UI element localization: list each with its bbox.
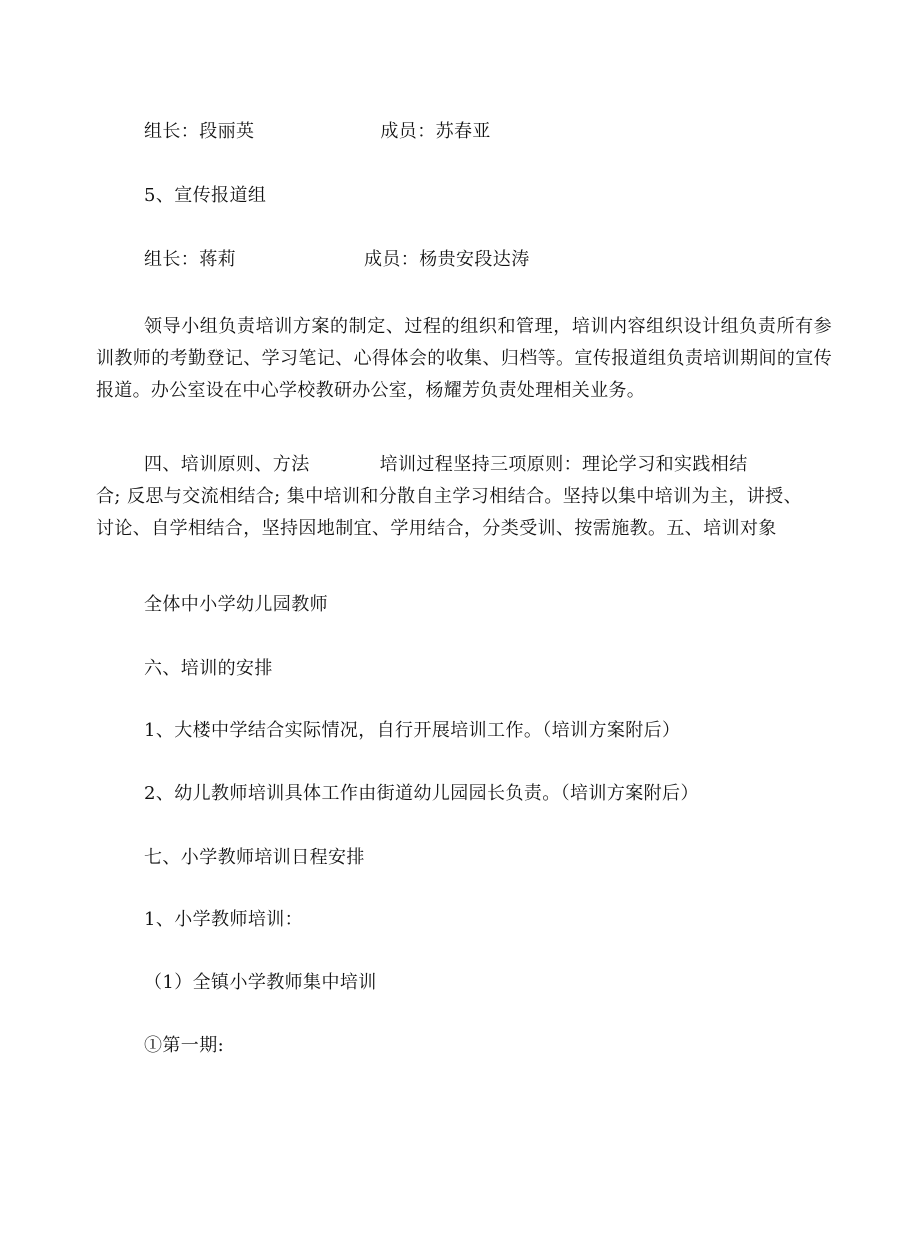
- team5-row: [144, 248, 530, 272]
- section7-title: 七、小学教师培训日程安排: [144, 847, 365, 868]
- section4-line2: 合; 反思与交流相结合; 集中培训和分散自主学习相结合。坚持以集中培训为主，讲授、: [96, 486, 802, 507]
- section6-item1: 1、大楼中学结合实际情况，自行开展培训工作。（培训方案附后）: [144, 720, 681, 741]
- section6-item2: 2、幼儿教师培训具体工作由街道幼儿园园长负责。（培训方案附后）: [144, 783, 699, 804]
- team4-row: [144, 120, 491, 144]
- team4-leader: 组长：段丽英: [144, 121, 255, 142]
- team5-title: 5、宣传报道组: [144, 185, 267, 206]
- section7-sub1: （1）全镇小学教师集中培训: [144, 972, 377, 993]
- section4-line3: 讨论、自学相结合，坚持因地制宜、学用结合，分类受训、按需施教。五、培训对象: [96, 518, 777, 539]
- team5-leader: 组长：蒋莉: [144, 249, 236, 270]
- section7-item1: 1、小学教师培训：: [144, 909, 304, 930]
- audience-text: 全体中小学幼儿园教师: [144, 594, 328, 615]
- team4-members: 成员：苏春亚: [380, 121, 491, 142]
- section4-title: 四、培训原则、方法: [144, 454, 310, 475]
- phase1-label: ①第一期:: [144, 1035, 225, 1056]
- team5-members: 成员：杨贵安段达涛: [364, 249, 530, 270]
- duties-paragraph: 领导小组负责培训方案的制定、过程的组织和管理，培训内容组织设计组负责所有参训教师的考勤登记、学习笔记、心得体会的收集、归档等。宣传报道组负责培训期间的宣传报道。办公室设在中心学校教研办公室，杨耀芳负责处理相关业务。: [96, 316, 832, 401]
- section4-line1: 培训过程坚持三项原则：理论学习和实践相结: [379, 454, 748, 475]
- section4-row: [144, 453, 748, 477]
- section6-title: 六、培训的安排: [144, 658, 273, 679]
